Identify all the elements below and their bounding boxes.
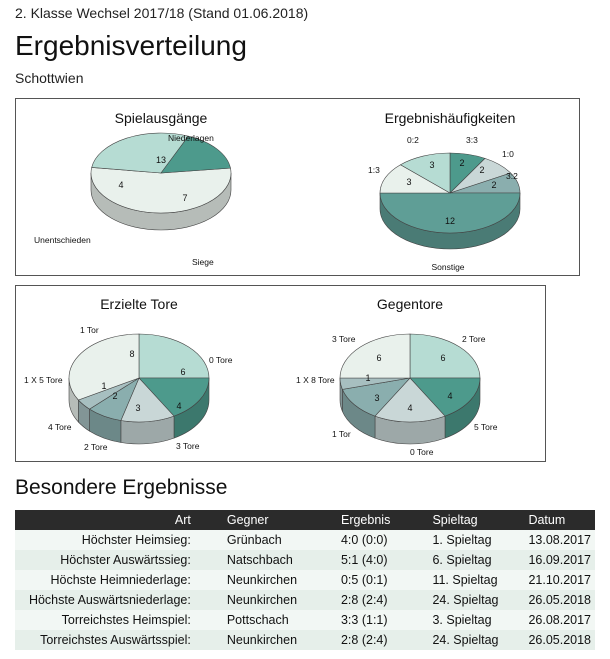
cell-spieltag: 24. Spieltag	[420, 630, 516, 650]
slice-category-label: 5 Tore	[474, 422, 498, 432]
cell-art: Höchster Heimsieg:	[15, 530, 205, 550]
chart-title: Erzielte Tore	[100, 296, 178, 312]
page-subtitle: 2. Klasse Wechsel 2017/18 (Stand 01.06.2018)	[15, 5, 309, 21]
cell-art: Höchste Auswärtsniederlage:	[15, 590, 205, 610]
slice-value-label: 2	[112, 391, 118, 401]
table-header-row	[15, 510, 595, 530]
slice-value-label: 3	[135, 403, 141, 413]
slice-category-label: 0:2	[407, 135, 419, 145]
table-row	[15, 630, 595, 650]
page-title: Ergebnisverteilung	[15, 30, 247, 61]
cell-ergebnis: 2:8 (2:4)	[329, 590, 420, 610]
slice-value-label: 13	[155, 155, 167, 165]
slice-value-label: 6	[180, 367, 186, 377]
cell-datum: 26.05.2018	[516, 590, 595, 610]
team-location: Schottwien	[15, 70, 84, 86]
slice-category-label: 3 Tore	[332, 334, 356, 344]
slice-category-label: Siege	[192, 257, 214, 267]
cell-datum: 16.09.2017	[516, 550, 595, 570]
cell-gegner: Neunkirchen	[205, 570, 329, 590]
slice-category-label: 2 Tore	[84, 442, 108, 452]
cell-art: Höchste Heimniederlage:	[15, 570, 205, 590]
slice-value-label: 6	[376, 353, 382, 363]
table-row	[15, 590, 595, 610]
cell-spieltag: 3. Spieltag	[420, 610, 516, 630]
slice-value-label: 4	[407, 403, 413, 413]
chart-title: Ergebnishäufigkeiten	[384, 110, 516, 126]
slice-category-label: 2 Tore	[462, 334, 486, 344]
cell-datum: 13.08.2017	[516, 530, 595, 550]
section-title-special-results: Besondere Ergebnisse	[15, 476, 228, 499]
slice-category-label: 0 Tore	[410, 447, 434, 457]
slice-value-label: 2	[491, 180, 497, 190]
cell-datum: 26.05.2018	[516, 630, 595, 650]
table-row	[15, 550, 595, 570]
pie-chart-spielausgaenge	[34, 110, 231, 267]
chart-title: Gegentore	[376, 296, 444, 312]
cell-ergebnis: 5:1 (4:0)	[329, 550, 420, 570]
cell-spieltag: 11. Spieltag	[420, 570, 516, 590]
cell-ergebnis: 0:5 (0:1)	[329, 570, 420, 590]
slice-value-label: 7	[182, 193, 188, 203]
slice-value-label: 6	[440, 353, 446, 363]
cell-gegner: Natschbach	[205, 550, 329, 570]
cell-spieltag: 6. Spieltag	[420, 550, 516, 570]
slice-category-label: 3:3	[466, 135, 478, 145]
cell-gegner: Neunkirchen	[205, 630, 329, 650]
slice-category-label: 1 X 5 Tore	[24, 375, 63, 385]
slice-value-label: 2	[479, 165, 485, 175]
cell-ergebnis: 3:3 (1:1)	[329, 610, 420, 630]
slice-category-label: 1 Tor	[80, 325, 99, 335]
charts-svg-goals	[16, 286, 545, 461]
cell-ergebnis: 4:0 (0:0)	[329, 530, 420, 550]
special-results-table	[15, 510, 595, 650]
cell-art: Torreichstes Auswärtsspiel:	[15, 630, 205, 650]
column-header-art: Art	[15, 510, 205, 530]
slice-value-label: 3	[406, 177, 412, 187]
cell-art: Torreichstes Heimspiel:	[15, 610, 205, 630]
slice-category-label: 1:3	[368, 165, 380, 175]
slice-value-label: 4	[447, 391, 453, 401]
cell-datum: 21.10.2017	[516, 570, 595, 590]
pie-slice-0-tore	[139, 334, 209, 378]
pie-chart-ergebnishaeufigkeiten	[368, 110, 520, 272]
slice-category-label: 0 Tore	[209, 355, 233, 365]
cell-gegner: Grünbach	[205, 530, 329, 550]
slice-value-label: 3	[374, 393, 380, 403]
column-header-ergebnis: Ergebnis	[329, 510, 420, 530]
chart-panel-outcomes	[15, 98, 580, 276]
cell-spieltag: 1. Spieltag	[420, 530, 516, 550]
slice-value-label: 4	[118, 180, 124, 190]
column-header-gegner: Gegner	[205, 510, 329, 530]
slice-value-label: 1	[365, 373, 371, 383]
slice-category-label: 1 Tor	[332, 429, 351, 439]
table-row	[15, 610, 595, 630]
slice-category-label: 4 Tore	[48, 422, 72, 432]
table-row	[15, 570, 595, 590]
slice-category-label: Sonstige	[431, 262, 465, 272]
pie-chart-gegentore	[296, 296, 498, 457]
chart-title: Spielausgänge	[114, 110, 208, 126]
column-header-spieltag: Spieltag	[420, 510, 516, 530]
slice-value-label: 8	[129, 349, 135, 359]
slice-category-label: 1:0	[502, 149, 514, 159]
table-row	[15, 530, 595, 550]
slice-value-label: 3	[429, 160, 435, 170]
slice-value-label: 12	[444, 216, 456, 226]
pie-chart-erzielte-tore	[24, 296, 233, 452]
slice-value-label: 4	[176, 401, 182, 411]
column-header-datum: Datum	[516, 510, 595, 530]
cell-gegner: Pottschach	[205, 610, 329, 630]
slice-category-label: 1 X 8 Tore	[296, 375, 335, 385]
cell-spieltag: 24. Spieltag	[420, 590, 516, 610]
cell-datum: 26.08.2017	[516, 610, 595, 630]
slice-category-label: Niederlagen	[168, 133, 214, 143]
slice-value-label: 2	[459, 158, 465, 168]
slice-value-label: 1	[101, 381, 107, 391]
charts-svg-outcomes	[16, 99, 579, 275]
slice-category-label: Unentschieden	[34, 235, 91, 245]
cell-art: Höchster Auswärtssieg:	[15, 550, 205, 570]
chart-panel-goals	[15, 285, 546, 462]
cell-ergebnis: 2:8 (2:4)	[329, 630, 420, 650]
slice-category-label: 3:2	[506, 171, 518, 181]
slice-category-label: 3 Tore	[176, 441, 200, 451]
cell-gegner: Neunkirchen	[205, 590, 329, 610]
